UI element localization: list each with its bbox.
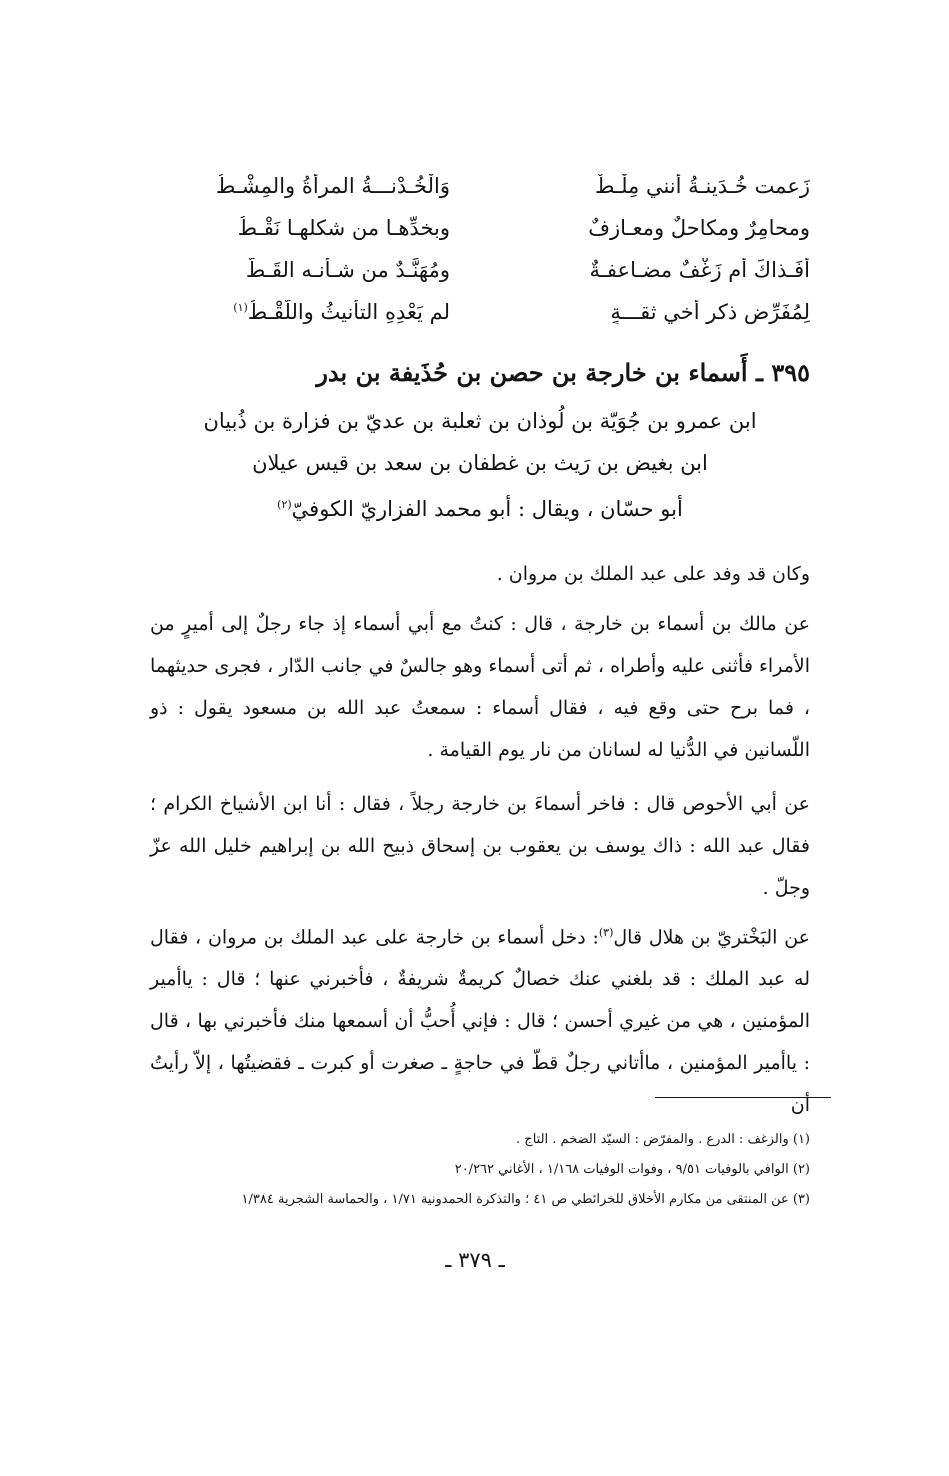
body-paragraph: عن مالك بن أسماء بن خارجة ، قال : كنتُ مع أبي أسماء إذ جاء رجلٌ إلى أميرٍ من الأمراء فأثنى عليه وأطراه ، ثم أتى أسماء وهو جالسٌ في جانب الدّار ، فجرى حديثهما ، فما برح حتى وقع فيه ، فقال أسماء : سمعتُ عبد الله بن مسعود يقول : ذو اللّسانين في الدُّنيا له لسانان من نار يوم القيامة . <box>150 613 810 761</box>
page-number: ـ ٣٧٩ ـ <box>445 1248 505 1272</box>
footnote: (٣) عن المنتقى من مكارم الأخلاق للخرائطي ص ٤١ ؛ والتذكرة الحمدونية ١/٧١ ، والحماسة الشجرية ١/٣٨٤ <box>241 1192 810 1207</box>
footnote-divider <box>655 1097 831 1098</box>
poem-verse <box>150 207 810 249</box>
kunya-text: أبو حسّان ، ويقال : أبو محمد الفزاريّ الكوفيّ <box>291 497 683 521</box>
verse-first-hemistich: ومحامِرٌ ومكاحلٌ ومعـازفٌ <box>588 216 810 240</box>
footnotes <box>150 1125 810 1215</box>
footnote-ref: (١) <box>233 301 248 314</box>
footnote-ref: (٢) <box>277 498 292 511</box>
lineage-line <box>150 484 810 530</box>
verse-second-hemistich: وبخدِّهـا من شكلهـا نَقْـطُ <box>237 216 450 240</box>
paragraph-text: عن البَخْتريّ بن هلال قال <box>613 926 810 949</box>
paragraph-text: : دخل أسماء بن خارجة على عبد الملك بن مروان ، فقال له عبد الملك : قد بلغني عنك خصالٌ كريمةٌ شريفةٌ ، فأخبرني عنها ؛ قال : ياأمير المؤمنين ، هي من غيري أحسن ؛ قال : فإني أُحبُّ أن أسمعها منك فأخبرني بها ، قال : ياأمير المؤمنين ، ماأتاني رجلٌ قطّ في حاجةٍ ـ صغرت أو كبرت ـ فقضيتُها ، إلاّ رأيتُ أن <box>150 926 810 1117</box>
verse-second-hemistich <box>150 300 450 324</box>
verse-second-hemistich: وَالْخُـدْنـــةُ المرأةُ والمِشْـطُ <box>215 174 450 198</box>
poem-verse <box>150 165 810 207</box>
verse-text: لم يَعْدِهِ التأنيثُ واللَّقْـطُ <box>247 300 450 324</box>
lineage-line: ابن بغيض بن رَيث بن غطفان بن سعد بن قيس عيلان <box>252 451 708 475</box>
verse-second-hemistich: ومُهَنَّـدٌ من شـأنـه القَـطُّ <box>245 258 450 282</box>
body-paragraph <box>150 912 810 1126</box>
footnote-ref: (٣) <box>598 926 614 939</box>
verse-first-hemistich: زَعمت خُـدَينـةُ أنني مِلْـطٌ <box>594 174 810 198</box>
poem-verse <box>150 249 810 291</box>
verse-first-hemistich: لِمُفَرِّضٍ ذكرٍ أخي ثقـــةٍ <box>610 300 810 324</box>
poem-verse <box>150 291 810 333</box>
entry-heading: ٣٩٥ ـ أَسماء بن خارجة بن حصن بن حُذَيفة بن بدر <box>316 358 810 387</box>
poem <box>150 165 810 333</box>
footnote: (٢) الوافي بالوفيات ٩/٥١ ، وفوات الوفيات ١/١٦٨ ، الأغاني ٢٠/٢٦٢ <box>454 1162 810 1177</box>
body-paragraph: عن أبي الأحوص قال : فاخر أسماءَ بن خارجة رجلاً ، فقال : أنا ابن الأشياخ الكرام ؛ فقال عبد الله : ذاك يوسف بن يعقوب بن إسحاق ذبيح الله بن إبراهيم خليل الله عزّ وجلّ . <box>150 793 810 899</box>
lineage-line: ابن عمرو بن جُوَيّة بن لُوذان بن ثعلبة بن عديّ بن فزارة بن ذُبيان <box>203 409 757 433</box>
lineage-block <box>150 400 810 530</box>
verse-first-hemistich: أفَـذاكَ أم زَغْفٌ مضـاعفـةٌ <box>589 258 810 282</box>
body-paragraph: وكان قد وفد على عبد الملك بن مروان . <box>496 563 810 585</box>
footnote: (١) والزغف : الدرع . والمفرّض : السيّد الضخم . التاج . <box>516 1132 810 1147</box>
